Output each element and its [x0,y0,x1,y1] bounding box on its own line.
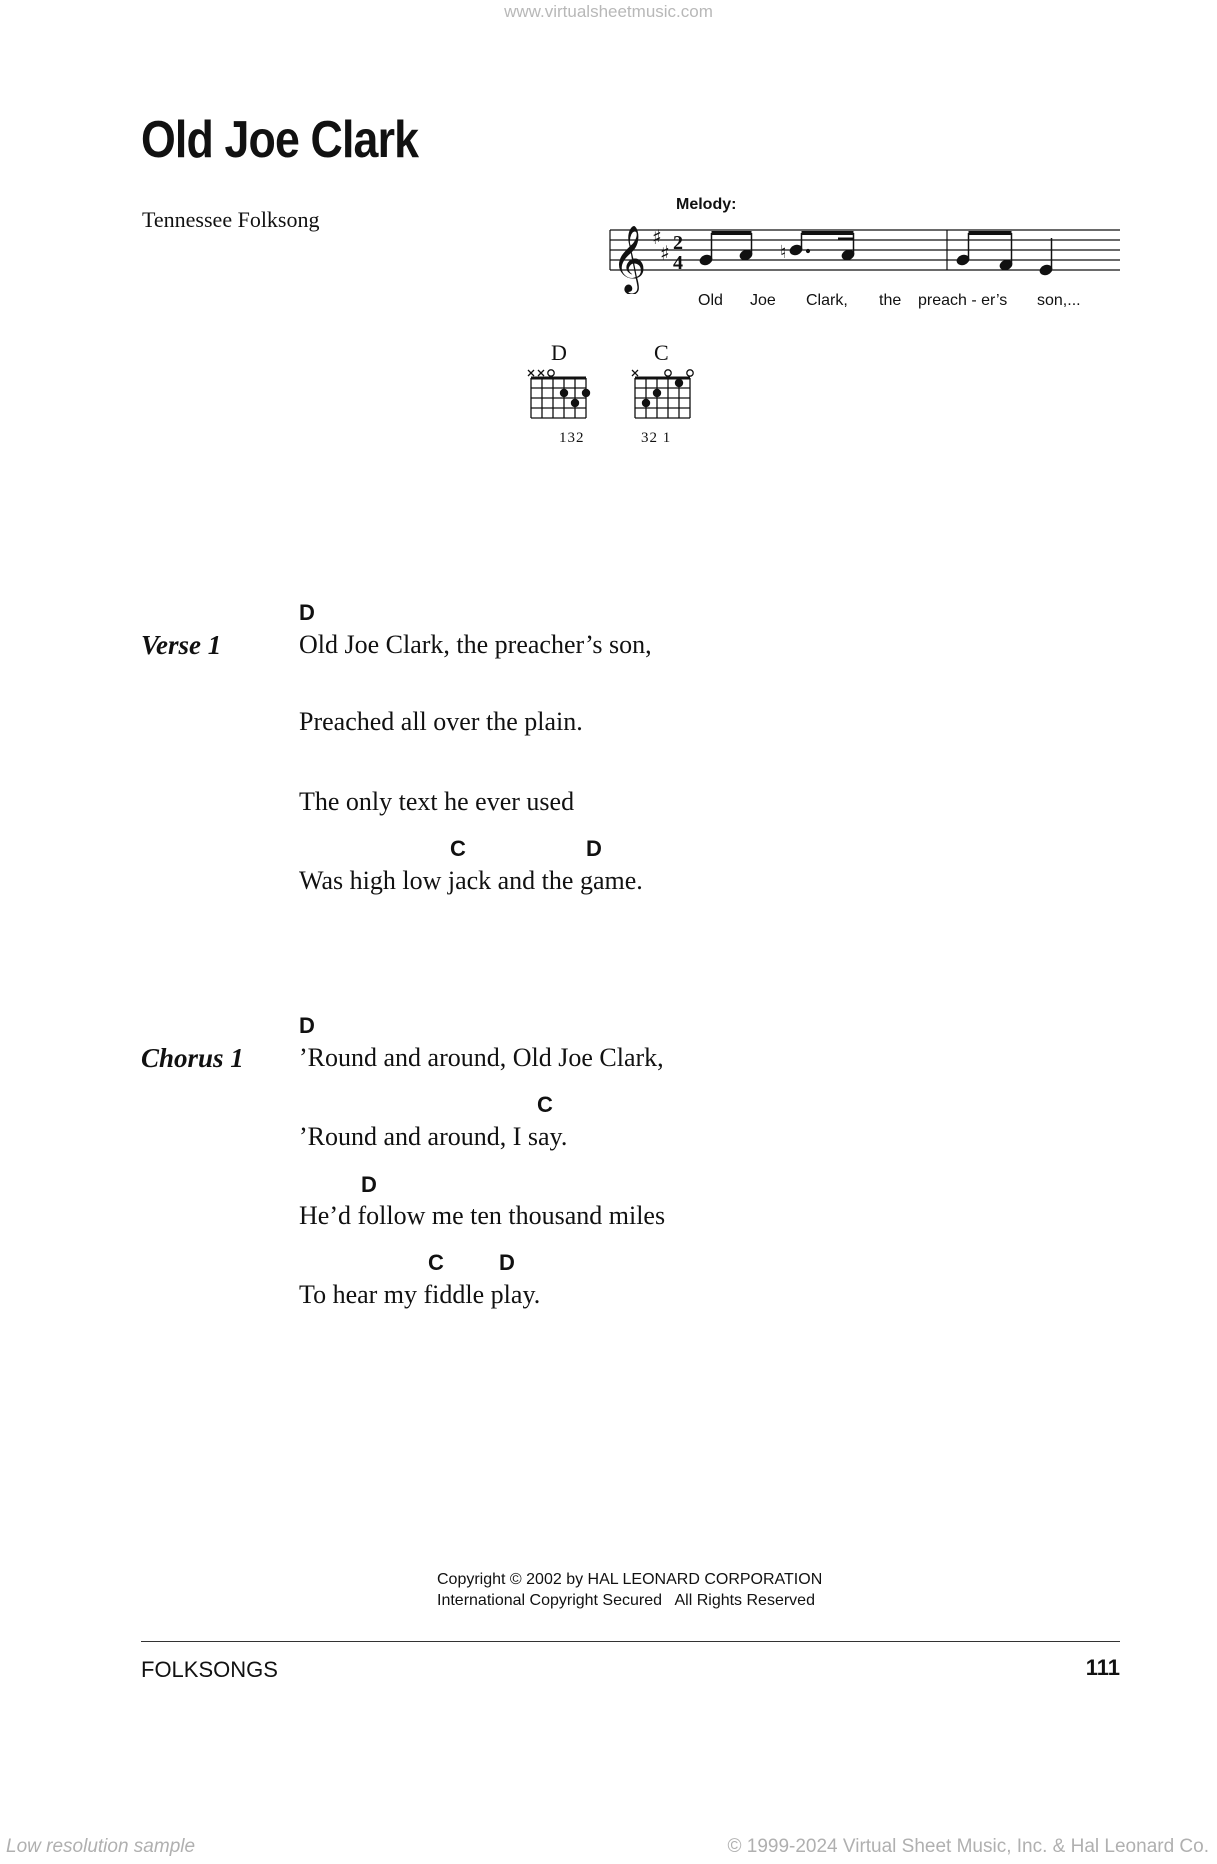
chord-diagram-fingers: 132 [559,430,585,446]
chord-symbol: D [299,600,315,625]
melody-staff [600,214,1120,294]
copyright-line: International Copyright Secured All Rights Reserved [437,1592,815,1609]
melody-lyric: Clark, [806,292,848,309]
lyric-line: The only text he ever used [299,787,575,816]
chord-symbol: D [499,1250,515,1275]
svg-text:♯: ♯ [652,225,662,249]
copyright-line: Copyright © 2002 by HAL LEONARD CORPORATION [437,1571,823,1588]
watermark-low-res: Low resolution sample [6,1836,196,1857]
chord-symbol: D [586,836,602,861]
lyric-line: Old Joe Clark, the preacher’s son, [299,630,652,659]
chord-symbol: C [537,1092,553,1117]
song-title: Old Joe Clark [141,111,419,169]
svg-text:♮: ♮ [780,242,787,263]
melody-lyric: Old [698,292,723,309]
chord-symbol: C [428,1250,444,1275]
lyric-line: To hear my fiddle play. [299,1280,541,1309]
chord-symbol: D [299,1013,315,1038]
fretboard-d [524,366,594,426]
chord-symbol: C [450,836,466,861]
chord-diagram-fingers: 32 1 [641,430,672,446]
watermark-copyright: © 1999-2024 Virtual Sheet Music, Inc. & Hal Leonard Co. [727,1836,1209,1857]
melody-label: Melody: [676,196,737,213]
chord-diagram-name: C [654,340,669,365]
section-label-chorus: Chorus 1 [141,1043,244,1073]
lyric-line: He’d follow me ten thousand miles [299,1201,666,1230]
lyric-line: ’Round and around, Old Joe Clark, [299,1043,664,1072]
lyric-line: Was high low jack and the game. [299,866,643,895]
footer-divider [141,1641,1120,1642]
melody-lyric: the [879,292,902,309]
melody-lyric: son,... [1037,292,1081,309]
lyric-line: ’Round and around, I say. [299,1122,568,1151]
section-label-verse: Verse 1 [141,630,222,660]
svg-text:♯: ♯ [660,241,670,265]
footer-book-title: FOLKSONGS [141,1657,278,1682]
lyric-line: Preached all over the plain. [299,707,583,736]
melody-lyric: preach - er’s [918,292,1008,309]
melody-lyric: Joe [750,292,776,309]
svg-text:𝄞: 𝄞 [612,224,647,292]
chord-diagram-name: D [551,340,567,365]
page-number: 111 [1085,1655,1120,1680]
watermark-url: www.virtualsheetmusic.com [504,2,713,21]
svg-text:2: 2 [673,232,683,254]
song-subtitle: Tennessee Folksong [142,207,320,232]
fretboard-c [628,366,698,426]
chord-symbol: D [361,1172,377,1197]
svg-text:4: 4 [673,252,683,274]
